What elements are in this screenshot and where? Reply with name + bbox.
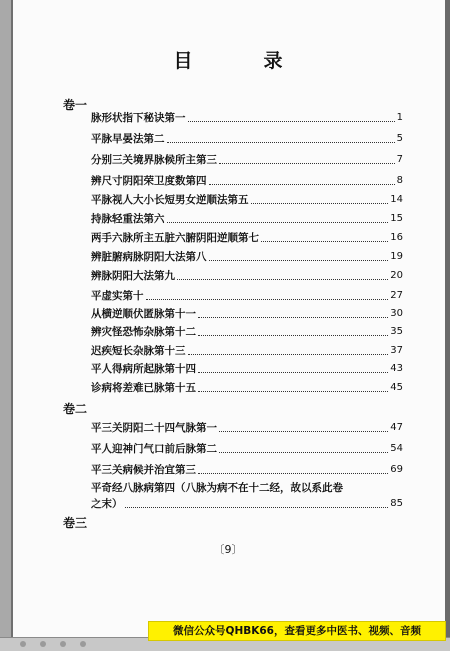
page-title: 目 录 [173, 50, 309, 72]
leader-dots [219, 163, 395, 164]
page-left-edge [11, 0, 13, 637]
leader-dots [167, 142, 395, 143]
leader-dots [198, 317, 388, 318]
toc-entry[interactable]: 迟疾短长杂脉第十三 37 [91, 345, 403, 357]
volume-heading: 卷三 [63, 516, 88, 530]
wechat-banner: 微信公众号QHBK66，查看更多中医书、视频、音频 [148, 621, 446, 641]
toc-entry[interactable]: 持脉轻重法第六 15 [91, 213, 403, 225]
leader-dots [167, 222, 389, 223]
scroll-dot-icon [60, 641, 66, 647]
volume-heading: 卷一 [63, 98, 88, 112]
toc-entry[interactable]: 平人迎神门气口前后脉第二 54 [91, 443, 403, 455]
leader-dots [219, 452, 388, 453]
toc-entry[interactable]: 辨尺寸阴阳荣卫度数第四 8 [91, 175, 403, 187]
scroll-dot-icon [20, 641, 26, 647]
toc-entry[interactable]: 平脉视人大小长短男女逆顺法第五 14 [91, 194, 403, 206]
scroll-dot-icon [40, 641, 46, 647]
leader-dots [188, 121, 395, 122]
toc-entry[interactable]: 平人得病所起脉第十四 43 [91, 363, 403, 375]
document-page [11, 0, 445, 637]
leader-dots [251, 203, 389, 204]
leader-dots [177, 279, 388, 280]
leader-dots [261, 241, 388, 242]
toc-entry[interactable]: 平三关病候并治宜第三 69 [91, 464, 403, 476]
leader-dots [198, 335, 388, 336]
toc-entry[interactable]: 脉形状指下秘诀第一 1 [91, 112, 403, 124]
toc-entry-wrapped[interactable] [91, 480, 403, 512]
toc-entry[interactable]: 辨脉阴阳大法第九 20 [91, 270, 403, 282]
leader-dots [146, 299, 389, 300]
toc-entry[interactable]: 诊病将差难已脉第十五 45 [91, 382, 403, 394]
leader-dots [209, 184, 395, 185]
leader-dots [188, 354, 389, 355]
toc-entry[interactable]: 从横逆顺伏匿脉第十一 30 [91, 308, 403, 320]
toc-entry[interactable]: 平虚实第十 27 [91, 290, 403, 302]
toc-entry-line2: 之末） 85 [91, 498, 403, 510]
leader-dots [125, 507, 389, 508]
toc-entry[interactable]: 分别三关境界脉候所主第三 7 [91, 154, 403, 166]
toc-entry[interactable]: 平三关阴阳二十四气脉第一 47 [91, 422, 403, 434]
toc-entry[interactable]: 辨灾怪恐怖杂脉第十二 35 [91, 326, 403, 338]
leader-dots [209, 260, 389, 261]
leader-dots [198, 372, 388, 373]
volume-heading: 卷二 [63, 402, 88, 416]
scroll-dot-icon [80, 641, 86, 647]
toc-entry[interactable]: 平脉早晏法第二 5 [91, 133, 403, 145]
viewer-right-edge [445, 0, 450, 650]
leader-dots [198, 391, 388, 392]
page-number: 〔9〕 [213, 543, 243, 556]
leader-dots [198, 473, 388, 474]
toc-entry-line1: 平奇经八脉病第四（八脉为病不在十二经，故以系此卷 [91, 482, 343, 494]
leader-dots [219, 431, 388, 432]
toc-entry[interactable]: 辨脏腑病脉阴阳大法第八 19 [91, 251, 403, 263]
toc-entry[interactable]: 两手六脉所主五脏六腑阴阳逆顺第七 16 [91, 232, 403, 244]
